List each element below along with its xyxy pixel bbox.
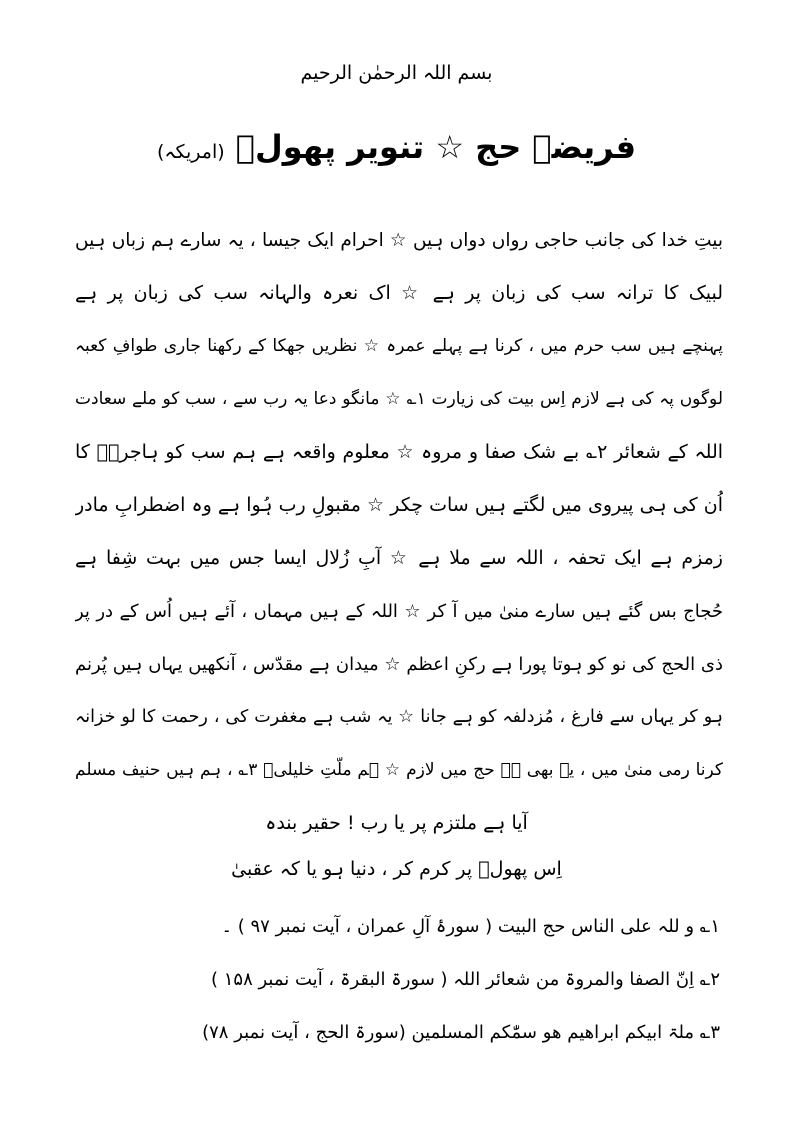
bismillah-heading: بسم اللہ الرحمٰن الرحیم (300, 62, 493, 84)
poem-line: لوگوں پہ کی ہے لازم اِس بیت کی زیارت ۱؎ ☆ مانگو دعا یہ رب سے ، سب کو ملے سعادت (75, 389, 723, 409)
poem-line: ذی الحج کی نو کو ہوتا پورا ہے رکنِ اعظم ☆ میدان ہے مقدّس ، آنکھیں یہاں ہیں پُرنم (75, 654, 723, 675)
closing-line: آیا ہے ملتزم پر یا رب ! حقیر بندہ (265, 812, 528, 834)
poem-line: زمزم ہے ایک تحفہ ، اللہ سے ملا ہے ☆ آبِ زُلال ایسا جس میں بہت شِفا ہے (75, 547, 723, 569)
closing-line: اِس پھولؔ پر کرم کر ، دنیا ہو یا کہ عقبیٰ (231, 858, 562, 880)
poem-line: کرنا رمی منیٰ میں ، یہ بھی ہے حج میں لازم ☆ ہم ملّتِ خلیلیؑ ۳؎ ، ہم ہیں حنیف مسلم (75, 760, 723, 780)
footnote: ۱؎ و للہ علی الناس حج البیت ( سورۂ آلِ عمران ، آیت نمبر ۹۷ ) ۔ (221, 916, 720, 937)
poem-body (75, 214, 723, 797)
poem-title-main: فریضۂ حج ☆ تنویر پھولؔ (235, 128, 637, 166)
poem-line: بیتِ خدا کی جانب حاجی رواں دواں ہیں ☆ احرام ایک جیسا ، یہ سارے ہم زباں ہیں (75, 230, 723, 251)
poem-line: لبیک کا ترانہ سب کی زبان پر ہے ☆ اک نعرہ والہانہ سب کی زبان پر ہے (75, 282, 723, 304)
footnotes (200, 900, 720, 1059)
footnote: ۳؎ ملۃ ابیکم ابراھیم ھو سمّٰکم المسلمین (سورۃ الحج ، آیت نمبر ۷۸) (202, 1022, 720, 1043)
poem-line: حُجاج بس گئے ہیں سارے منیٰ میں آ کر ☆ اللہ کے ہیں مہماں ، آئے ہیں اُس کے در پر (75, 601, 723, 622)
poem-line: اُن کی ہی پیروی میں لگتے ہیں سات چکر ☆ مقبولِ رب ہُوا ہے وہ اضطرابِ مادر (75, 494, 723, 516)
poem-line: ہو کر یہاں سے فارغ ، مُزدلفہ کو ہے جانا ☆ یہ شب ہے مغفرت کی ، رحمت کا لو خزانہ (75, 707, 723, 727)
poem-line: پہنچے ہیں سب حرم میں ، کرنا ہے پہلے عمرہ ☆ نظریں جھکا کے رکھنا جاری طوافِ کعبہ (75, 336, 723, 356)
poem-title-location: (امریکہ) (156, 141, 225, 163)
poem-title (0, 128, 793, 166)
poem-line: اللہ کے شعائر ۲؎ بے شک صفا و مروہ ☆ معلوم واقعہ ہے ہم سب کو ہاجرہؓ کا (75, 441, 723, 463)
footnote: ۲؎ اِنّ الصفا والمروۃ من شعائر اللہ ( سورۃ البقرۃ ، آیت نمبر ۱۵۸ ) (211, 969, 720, 990)
closing-couplet (0, 800, 793, 892)
